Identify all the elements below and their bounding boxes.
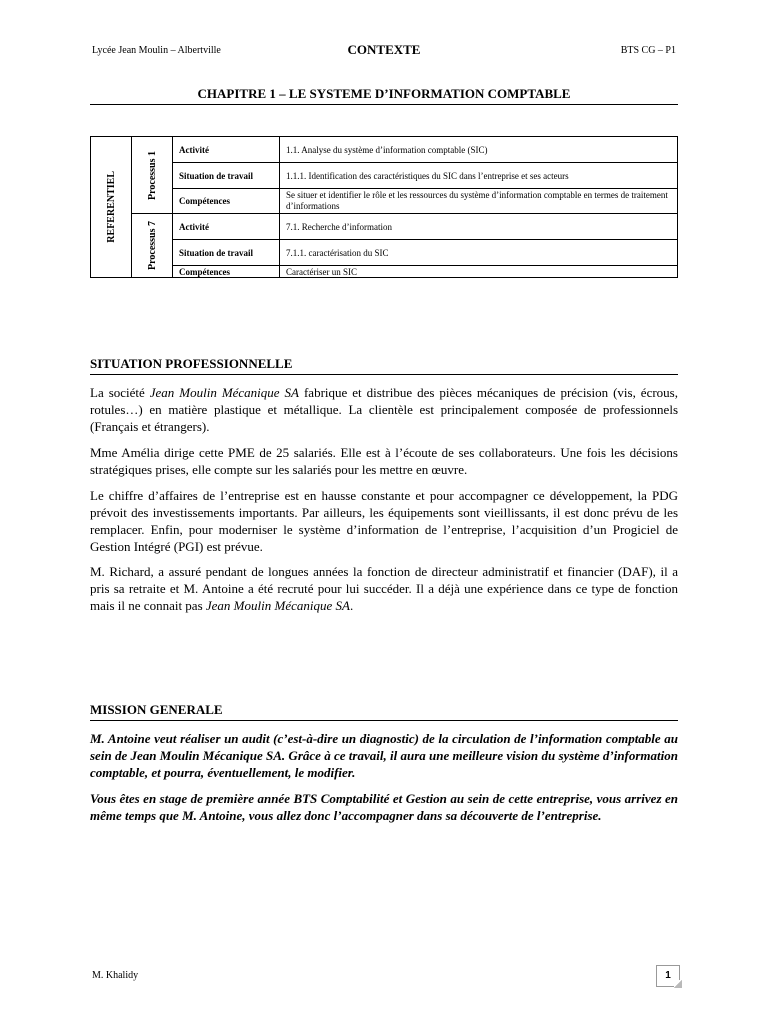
referentiel-table (90, 136, 678, 278)
referentiel-label-cell (91, 137, 132, 278)
mission-paragraph-2: Vous êtes en stage de première année BTS Comptabilité et Gestion au sein de cette entreprise, vous arrivez en même temps que M. Antoine, vous allez donc l’accompagner dans sa découverte de l’entreprise. (90, 791, 678, 823)
page-number: 1 (656, 965, 680, 987)
process-7-skills-label: Compétences (173, 266, 280, 278)
process-7-label: Processus 7 (146, 221, 158, 270)
process-1-skills-value: Se situer et identifier le rôle et les ressources du système d’information comptable en termes de traitement d’informations (280, 189, 678, 214)
process-1-work-value: 1.1.1. Identification des caractéristiques du SIC dans l’entreprise et ses acteurs (280, 163, 678, 189)
process-1-work-label: Situation de travail (173, 163, 280, 189)
page-curl-icon (674, 980, 682, 988)
situation-p4-start: M. Richard, a assuré pendant de longues années la fonction de directeur administratif et financier (DAF), il a pris sa retraite et M. Antoine a été recruté pour lui succéder. Il a déjà une expérience dans ce type de fonction mais il ne connait pas (90, 564, 678, 613)
chapter-rule (90, 104, 678, 105)
situation-paragraph-4 (90, 563, 678, 614)
situation-title: SITUATION PROFESSIONNELLE (90, 356, 293, 371)
process-7-activity-value: 7.1. Recherche d’information (280, 214, 678, 240)
company-name: Jean Moulin Mécanique SA (205, 598, 350, 613)
process-1-skills-label: Compétences (173, 189, 280, 214)
mission-paragraph-1: M. Antoine veut réaliser un audit (c’est-à-dire un diagnostic) de la circulation de l’information comptable au sein de Jean Moulin Mécanique SA. Grâce à ce travail, il aura une meilleure vision du système d’information comptable, et pourra, éventuellement, le modifier. (90, 731, 678, 780)
process-1-activity-label: Activité (173, 137, 280, 163)
header-course: BTS CG – P1 (620, 45, 676, 56)
situation-rule (90, 374, 678, 375)
situation-paragraph-3: Le chiffre d’affaires de l’entreprise est en hausse constante et pour accompagner ce développement, la PDG prévoit des investissements importants. Par ailleurs, les équipements sont vieillissants, il est donc prévu de les remplacer. Enfin, pour moderniser le système d’information de l’entreprise, l’acquisition d’un Progiciel de Gestion Intégré (PGI) est prévue. (90, 488, 678, 554)
situation-p4-end: . (349, 598, 354, 613)
process-7-skills-value: Caractériser un SIC (280, 266, 678, 278)
process-7-activity-label: Activité (173, 214, 280, 240)
situation-paragraph-1 (90, 384, 678, 435)
process-7-cell (132, 214, 173, 278)
process-1-cell (132, 137, 173, 214)
chapter-title: CHAPITRE 1 – LE SYSTEME D’INFORMATION COMPTABLE (197, 86, 571, 101)
footer-author: M. Khalidy (92, 970, 139, 981)
header-title: CONTEXTE (347, 42, 421, 57)
process-7-work-label: Situation de travail (173, 240, 280, 266)
situation-p1-start: La société (90, 385, 150, 400)
process-7-work-value: 7.1.1. caractérisation du SIC (280, 240, 678, 266)
referentiel-label: REFERENTIEL (105, 171, 117, 243)
mission-rule (90, 720, 678, 721)
company-name: Jean Moulin Mécanique SA (149, 385, 299, 400)
situation-p1-end: fabrique et distribue des pièces mécaniques de précision (vis, écrous, rotules…) en matière plastique et métallique. La clientèle est principalement composée de professionnels (Français et étrangers). (90, 385, 678, 434)
process-1-activity-value: 1.1. Analyse du système d’information comptable (SIC) (280, 137, 678, 163)
mission-title: MISSION GENERALE (90, 702, 223, 717)
situation-paragraph-2: Mme Amélia dirige cette PME de 25 salariés. Elle est à l’écoute de ses collaborateurs. Une fois les décisions stratégiques prises, elle compte sur les salariés pour les mettre en œuvre. (90, 445, 678, 477)
header-school: Lycée Jean Moulin – Albertville (92, 45, 221, 56)
process-1-label: Processus 1 (146, 150, 158, 200)
